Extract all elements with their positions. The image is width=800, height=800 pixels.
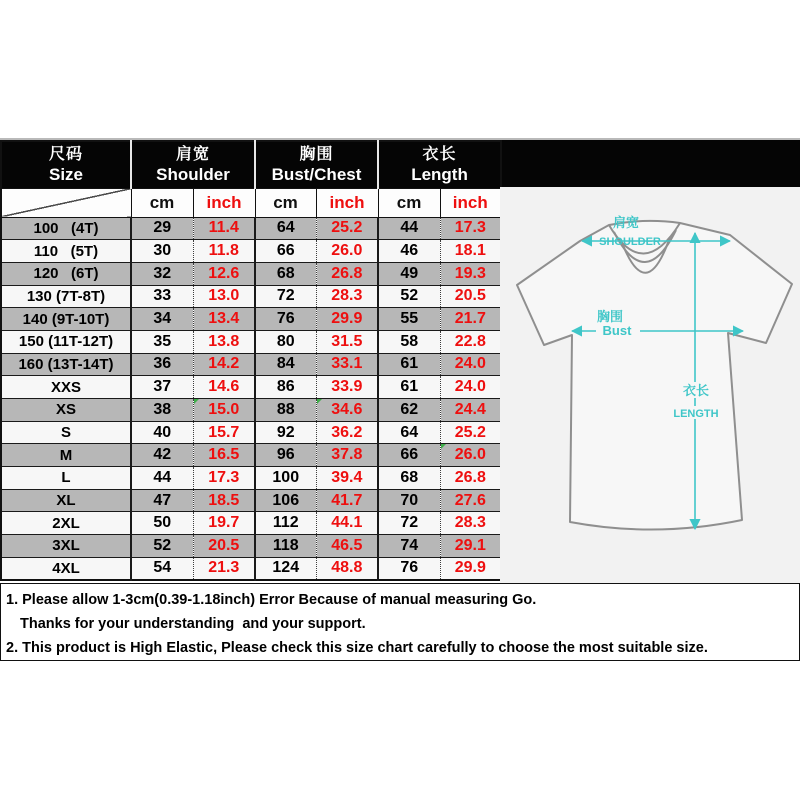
inch-value-cell: 13.8 bbox=[193, 330, 255, 353]
inch-value-cell: 29.9 bbox=[440, 557, 501, 580]
cm-value-cell: 70 bbox=[378, 489, 440, 512]
cm-value-cell: 66 bbox=[378, 444, 440, 467]
header-length bbox=[378, 141, 501, 188]
inch-value-cell: 15.7 bbox=[193, 421, 255, 444]
cm-value-cell: 52 bbox=[131, 535, 193, 558]
inch-value-cell: 25.2 bbox=[440, 421, 501, 444]
cm-value-cell: 72 bbox=[378, 512, 440, 535]
inch-value-cell: 34.6 bbox=[316, 399, 378, 422]
cm-value-cell: 84 bbox=[255, 353, 316, 376]
units-row bbox=[1, 188, 501, 217]
cm-value-cell: 64 bbox=[255, 217, 316, 240]
inch-value-cell: 19.3 bbox=[440, 262, 501, 285]
notes-section bbox=[0, 583, 800, 661]
size-cell: 3XL bbox=[1, 535, 131, 558]
cm-value-cell: 74 bbox=[378, 535, 440, 558]
cm-value-cell: 37 bbox=[131, 376, 193, 399]
cm-value-cell: 124 bbox=[255, 557, 316, 580]
table-row bbox=[1, 489, 501, 512]
length-label-zh: 衣长 bbox=[682, 383, 710, 398]
inch-value-cell: 24.0 bbox=[440, 353, 501, 376]
table-row bbox=[1, 308, 501, 331]
table-row bbox=[1, 535, 501, 558]
size-cell: M bbox=[1, 444, 131, 467]
cm-value-cell: 49 bbox=[378, 262, 440, 285]
size-cell: 4XL bbox=[1, 557, 131, 580]
inch-value-cell: 11.8 bbox=[193, 240, 255, 263]
header-bust-en: Bust/Chest bbox=[271, 164, 362, 184]
size-cell: 160 (13T-14T) bbox=[1, 353, 131, 376]
size-table-body bbox=[1, 217, 501, 580]
inch-value-cell: 37.8 bbox=[316, 444, 378, 467]
size-cell: 110 (5T) bbox=[1, 240, 131, 263]
inch-value-cell: 26.0 bbox=[440, 444, 501, 467]
inch-value-cell: 21.3 bbox=[193, 557, 255, 580]
table-row bbox=[1, 512, 501, 535]
cm-value-cell: 34 bbox=[131, 308, 193, 331]
inch-value-cell: 28.3 bbox=[316, 285, 378, 308]
cm-value-cell: 38 bbox=[131, 399, 193, 422]
table-row bbox=[1, 557, 501, 580]
header-size-zh: 尺码 bbox=[48, 145, 83, 163]
inch-value-cell: 12.6 bbox=[193, 262, 255, 285]
inch-value-cell: 46.5 bbox=[316, 535, 378, 558]
cm-value-cell: 68 bbox=[378, 467, 440, 490]
inch-value-cell: 17.3 bbox=[193, 467, 255, 490]
cm-value-cell: 29 bbox=[131, 217, 193, 240]
table-row bbox=[1, 240, 501, 263]
inch-value-cell: 33.1 bbox=[316, 353, 378, 376]
cm-value-cell: 66 bbox=[255, 240, 316, 263]
cm-value-cell: 30 bbox=[131, 240, 193, 263]
table-row bbox=[1, 467, 501, 490]
inch-value-cell: 15.0 bbox=[193, 399, 255, 422]
cm-value-cell: 100 bbox=[255, 467, 316, 490]
inch-value-cell: 26.0 bbox=[316, 240, 378, 263]
header-size bbox=[1, 141, 131, 188]
cm-value-cell: 50 bbox=[131, 512, 193, 535]
cm-value-cell: 33 bbox=[131, 285, 193, 308]
green-corner-flag bbox=[317, 399, 322, 404]
table-row bbox=[1, 353, 501, 376]
column-group-header-row bbox=[1, 141, 501, 188]
size-cell: XS bbox=[1, 399, 131, 422]
table-row bbox=[1, 421, 501, 444]
inch-value-cell: 36.2 bbox=[316, 421, 378, 444]
size-cell: L bbox=[1, 467, 131, 490]
cm-value-cell: 47 bbox=[131, 489, 193, 512]
bust-label-zh: 胸围 bbox=[596, 309, 624, 324]
header-bust-zh: 胸围 bbox=[299, 145, 334, 163]
cm-value-cell: 52 bbox=[378, 285, 440, 308]
size-cell: 2XL bbox=[1, 512, 131, 535]
inch-value-cell: 29.1 bbox=[440, 535, 501, 558]
header-bust bbox=[255, 141, 378, 188]
header-shoulder-zh: 肩宽 bbox=[176, 145, 211, 163]
note-line-3: 2. This product is High Elastic, Please check this size chart carefully to choose the most suitable size. bbox=[6, 640, 708, 656]
inch-value-cell: 17.3 bbox=[440, 217, 501, 240]
inch-value-cell: 13.4 bbox=[193, 308, 255, 331]
cm-value-cell: 35 bbox=[131, 330, 193, 353]
header-length-en: Length bbox=[411, 164, 468, 184]
note-line-1: 1. Please allow 1-3cm(0.39-1.18inch) Error Because of manual measuring Go. bbox=[6, 592, 537, 608]
length-label-en: LENGTH bbox=[673, 408, 719, 420]
inch-value-cell: 18.1 bbox=[440, 240, 501, 263]
cm-value-cell: 32 bbox=[131, 262, 193, 285]
unit-length-inch: inch bbox=[440, 188, 501, 217]
inch-value-cell: 33.9 bbox=[316, 376, 378, 399]
cm-value-cell: 61 bbox=[378, 376, 440, 399]
header-shoulder bbox=[131, 141, 255, 188]
cm-value-cell: 36 bbox=[131, 353, 193, 376]
cm-value-cell: 68 bbox=[255, 262, 316, 285]
inch-value-cell: 25.2 bbox=[316, 217, 378, 240]
table-row bbox=[1, 217, 501, 240]
green-corner-flag bbox=[194, 399, 199, 404]
inch-value-cell: 41.7 bbox=[316, 489, 378, 512]
inch-value-cell: 29.9 bbox=[316, 308, 378, 331]
size-cell: S bbox=[1, 421, 131, 444]
cm-value-cell: 86 bbox=[255, 376, 316, 399]
cm-value-cell: 46 bbox=[378, 240, 440, 263]
cm-value-cell: 44 bbox=[131, 467, 193, 490]
diagonal-cell bbox=[1, 188, 131, 217]
cm-value-cell: 55 bbox=[378, 308, 440, 331]
size-cell: 100 (4T) bbox=[1, 217, 131, 240]
shoulder-label-en: SHOULDER bbox=[599, 236, 661, 248]
inch-value-cell: 11.4 bbox=[193, 217, 255, 240]
note-line-2: Thanks for your understanding and your support. bbox=[20, 616, 366, 632]
shoulder-label-zh: 肩宽 bbox=[612, 215, 640, 230]
inch-value-cell: 26.8 bbox=[316, 262, 378, 285]
inch-value-cell: 31.5 bbox=[316, 330, 378, 353]
cm-value-cell: 72 bbox=[255, 285, 316, 308]
size-cell: 130 (7T-8T) bbox=[1, 285, 131, 308]
bust-label-en: Bust bbox=[602, 323, 632, 338]
inch-value-cell: 20.5 bbox=[440, 285, 501, 308]
inch-value-cell: 19.7 bbox=[193, 512, 255, 535]
inch-value-cell: 14.6 bbox=[193, 376, 255, 399]
unit-bust-inch: inch bbox=[316, 188, 378, 217]
inch-value-cell: 16.5 bbox=[193, 444, 255, 467]
size-cell: 150 (11T-12T) bbox=[1, 330, 131, 353]
cm-value-cell: 58 bbox=[378, 330, 440, 353]
inch-value-cell: 44.1 bbox=[316, 512, 378, 535]
inch-value-cell: 21.7 bbox=[440, 308, 501, 331]
size-chart-table bbox=[0, 140, 502, 581]
table-row bbox=[1, 262, 501, 285]
inch-value-cell: 14.2 bbox=[193, 353, 255, 376]
table-row bbox=[1, 399, 501, 422]
green-corner-flag bbox=[441, 444, 446, 449]
size-cell: 120 (6T) bbox=[1, 262, 131, 285]
header-size-en: Size bbox=[48, 164, 84, 184]
cm-value-cell: 44 bbox=[378, 217, 440, 240]
header-shoulder-en: Shoulder bbox=[156, 164, 230, 184]
inch-value-cell: 24.4 bbox=[440, 399, 501, 422]
tshirt-diagram bbox=[500, 187, 800, 583]
table-row bbox=[1, 444, 501, 467]
cm-value-cell: 61 bbox=[378, 353, 440, 376]
unit-length-cm: cm bbox=[378, 188, 440, 217]
cm-value-cell: 62 bbox=[378, 399, 440, 422]
cm-value-cell: 96 bbox=[255, 444, 316, 467]
inch-value-cell: 20.5 bbox=[193, 535, 255, 558]
table-row bbox=[1, 376, 501, 399]
unit-bust-cm: cm bbox=[255, 188, 316, 217]
inch-value-cell: 24.0 bbox=[440, 376, 501, 399]
header-length-zh: 衣长 bbox=[422, 145, 457, 163]
unit-shoulder-cm: cm bbox=[131, 188, 193, 217]
size-cell: XL bbox=[1, 489, 131, 512]
inch-value-cell: 22.8 bbox=[440, 330, 501, 353]
inch-value-cell: 27.6 bbox=[440, 489, 501, 512]
table-row bbox=[1, 285, 501, 308]
cm-value-cell: 76 bbox=[378, 557, 440, 580]
inch-value-cell: 13.0 bbox=[193, 285, 255, 308]
inch-value-cell: 28.3 bbox=[440, 512, 501, 535]
cm-value-cell: 112 bbox=[255, 512, 316, 535]
cm-value-cell: 118 bbox=[255, 535, 316, 558]
cm-value-cell: 54 bbox=[131, 557, 193, 580]
measurement-diagram-panel bbox=[500, 187, 800, 583]
table-row bbox=[1, 330, 501, 353]
cm-value-cell: 88 bbox=[255, 399, 316, 422]
inch-value-cell: 48.8 bbox=[316, 557, 378, 580]
cm-value-cell: 40 bbox=[131, 421, 193, 444]
cm-value-cell: 42 bbox=[131, 444, 193, 467]
inch-value-cell: 18.5 bbox=[193, 489, 255, 512]
size-cell: XXS bbox=[1, 376, 131, 399]
unit-shoulder-inch: inch bbox=[193, 188, 255, 217]
cm-value-cell: 80 bbox=[255, 330, 316, 353]
size-cell: 140 (9T-10T) bbox=[1, 308, 131, 331]
inch-value-cell: 39.4 bbox=[316, 467, 378, 490]
cm-value-cell: 76 bbox=[255, 308, 316, 331]
cm-value-cell: 106 bbox=[255, 489, 316, 512]
inch-value-cell: 26.8 bbox=[440, 467, 501, 490]
cm-value-cell: 92 bbox=[255, 421, 316, 444]
cm-value-cell: 64 bbox=[378, 421, 440, 444]
